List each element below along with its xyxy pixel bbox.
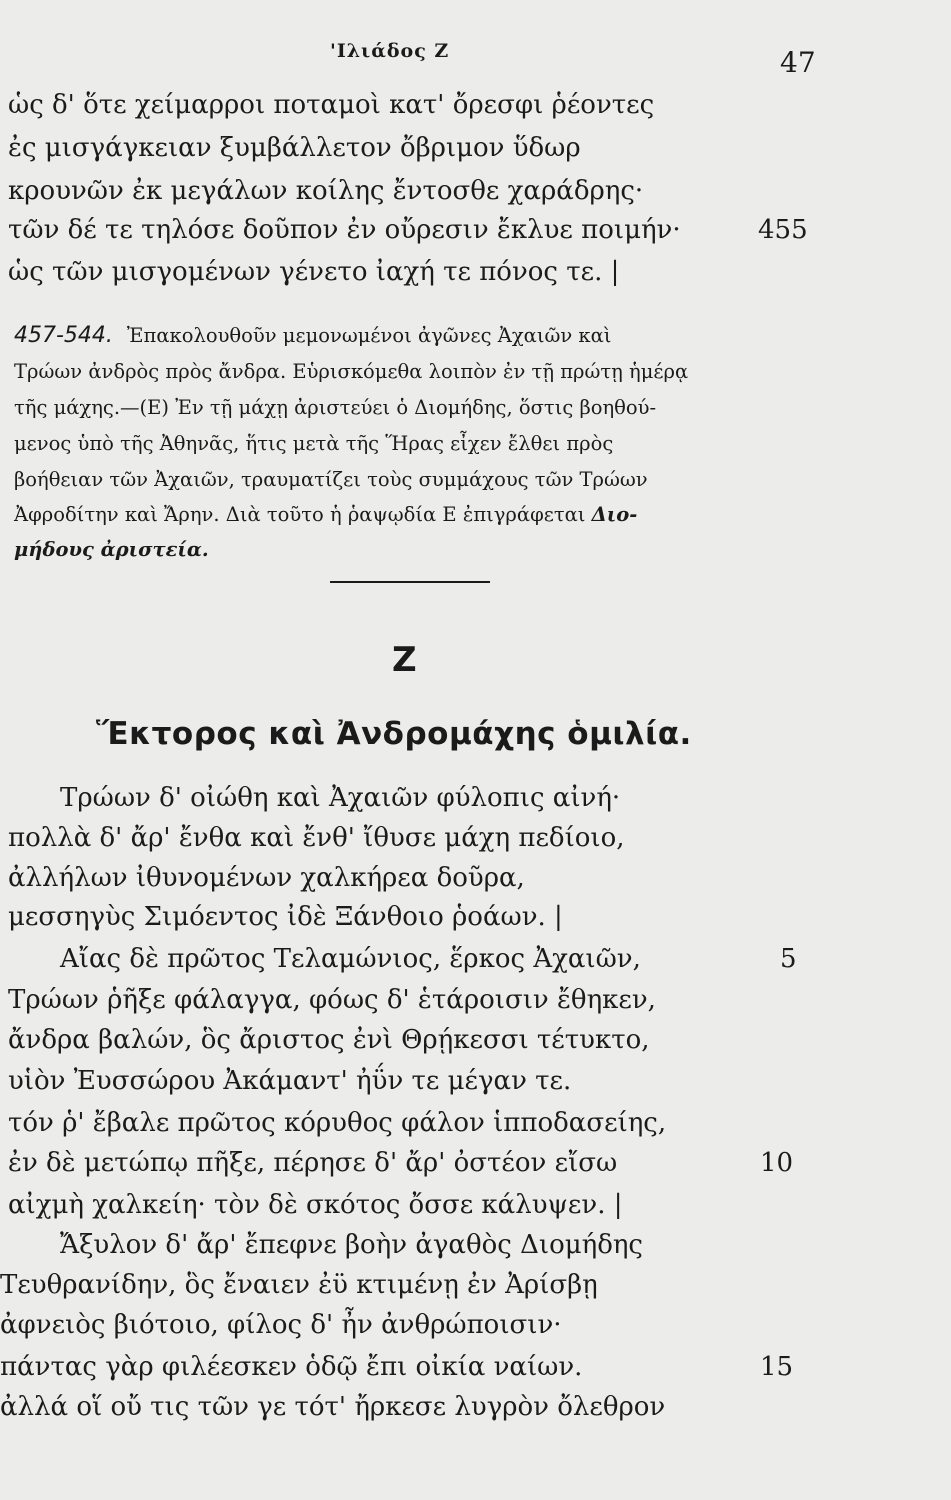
- summary-text: Ἐπακολουθοῦν μεμονωμένοι ἀγῶνες Ἀχαιῶν καὶ: [126, 324, 612, 347]
- verse-line: πολλὰ δ' ἄρ' ἔνθα καὶ ἔνθ' ἴθυσε μάχη πεδίοιο,: [8, 823, 625, 853]
- summary-line: Τρώων ἀνδρὸς πρὸς ἄνδρα. Εὑρισκόμεθα λοιπὸν ἐν τῇ πρώτῃ ἡμέρᾳ: [14, 360, 689, 383]
- book-title: Ἕκτορος καὶ Ἀνδρομάχης ὁμιλία.: [96, 716, 692, 752]
- summary-line: μενος ὑπὸ τῆς Ἀθηνᾶς, ἥτις μετὰ τῆς Ἥρας εἶχεν ἔλθει πρὸς: [14, 432, 614, 455]
- verse-line: ἀλλά οἵ οὔ τις τῶν γε τότ' ἤρκεσε λυγρὸν ὄλεθρον: [0, 1392, 666, 1422]
- line-number: 15: [760, 1352, 794, 1382]
- summary-line: [14, 323, 611, 348]
- rhapsody-title: Διο-: [591, 503, 638, 526]
- verse-line: τῶν δέ τε τηλόσε δοῦπον ἐν οὔρεσιν ἔκλυε ποιμήν·: [8, 215, 681, 245]
- verse-line: ὡς τῶν μισγομένων γένετο ἰαχή τε πόνος τε. |: [8, 257, 620, 287]
- verse-line: ἄνδρα βαλών, ὃς ἄριστος ἐνὶ Θρῄκεσσι τέτυκτο,: [8, 1025, 650, 1055]
- verse-line: ἐν δὲ μετώπῳ πῆξε, πέρησε δ' ἄρ' ὀστέον εἴσω: [8, 1148, 618, 1178]
- verse-line: μεσσηγὺς Σιμόεντος ἰδὲ Ξάνθοιο ῥοάων. |: [8, 902, 563, 932]
- verse-line: αἰχμὴ χαλκείη· τὸν δὲ σκότος ὄσσε κάλυψεν. |: [8, 1190, 623, 1220]
- verse-line: ὡς δ' ὅτε χείμαρροι ποταμοὶ κατ' ὄρεσφι ῥέοντες: [8, 90, 655, 120]
- section-divider: [330, 581, 490, 583]
- summary-line: [14, 503, 637, 526]
- verse-line: υἱὸν Ἐυσσώρου Ἀκάμαντ' ἠΰν τε μέγαν τε.: [8, 1066, 572, 1096]
- rhapsody-title: μήδους ἀριστεία.: [14, 538, 209, 561]
- verse-line: Αἴας δὲ πρῶτος Τελαμώνιος, ἕρκος Ἀχαιῶν,: [60, 944, 641, 974]
- line-number: 10: [760, 1148, 794, 1178]
- verse-line: Τευθρανίδην, ὃς ἔναιεν ἐϋ κτιμένῃ ἐν Ἀρίσβῃ: [0, 1270, 598, 1300]
- running-title: 'Ιλιάδος Ζ: [330, 40, 450, 62]
- line-number: 5: [780, 944, 797, 974]
- verse-line: ἀφνειὸς βιότοιο, φίλος δ' ἦν ἀνθρώποισιν·: [0, 1310, 562, 1340]
- page-number: 47: [780, 46, 816, 79]
- verse-line: Τρώων δ' οἰώθη καὶ Ἀχαιῶν φύλοπις αἰνή·: [60, 783, 621, 813]
- verse-line: ἀλλήλων ἰθυνομένων χαλκήρεα δοῦρα,: [8, 863, 525, 893]
- book-letter: Ζ: [392, 640, 417, 680]
- verse-line: πάντας γὰρ φιλέεσκεν ὁδῷ ἔπι οἰκία ναίων.: [0, 1352, 583, 1382]
- verse-line: Τρώων ῥῆξε φάλαγγα, φόως δ' ἑτάροισιν ἔθηκεν,: [8, 985, 656, 1015]
- summary-line: βοήθειαν τῶν Ἀχαιῶν, τραυματίζει τοὺς συμμάχους τῶν Τρώων: [14, 468, 648, 491]
- verse-line: τόν ῥ' ἔβαλε πρῶτος κόρυθος φάλον ἱπποδασείης,: [8, 1108, 667, 1138]
- summary-range: 457-544.: [14, 323, 113, 348]
- verse-line: ἐς μισγάγκειαν ξυμβάλλετον ὄβριμον ὕδωρ: [8, 133, 581, 163]
- line-number: 455: [758, 215, 808, 245]
- verse-line: Ἄξυλον δ' ἄρ' ἔπεφνε βοὴν ἀγαθὸς Διομήδης: [60, 1230, 643, 1260]
- summary-text: Ἀφροδίτην καὶ Ἄρην. Διὰ τοῦτο ἡ ῥαψῳδία Ε ἐπιγράφεται: [14, 503, 586, 526]
- verse-line: κρουνῶν ἐκ μεγάλων κοίλης ἔντοσθε χαράδρης·: [8, 176, 644, 206]
- summary-line: τῆς μάχης.—(Ε) Ἐν τῇ μάχῃ ἀριστεύει ὁ Διομήδης, ὅστις βοηθού-: [14, 396, 657, 419]
